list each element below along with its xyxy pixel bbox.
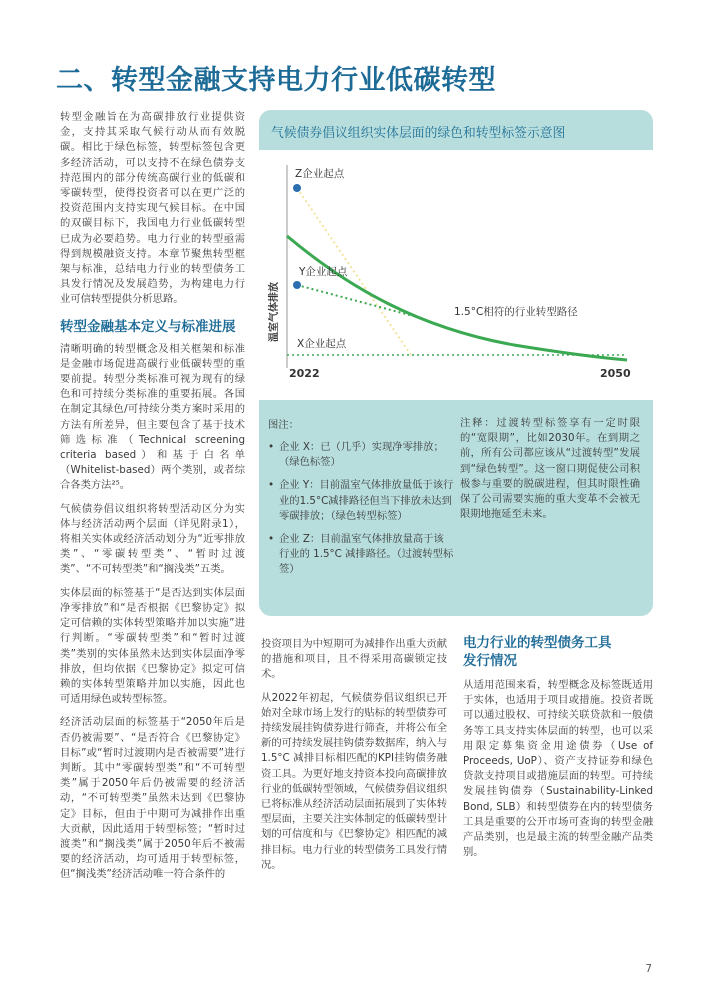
middle-column — [261, 637, 447, 873]
z-start-dot — [293, 184, 301, 192]
pathway-label: 1.5°C相符的行业转型路径 — [454, 306, 578, 318]
legend-item-z: • 企业 Z：目前温室气体排放量高于该行业的 1.5°C 减排路径。（过渡转型标签） — [268, 532, 454, 578]
section-heading-debt-instruments: 电力行业的转型债务工具发行情况 — [463, 635, 612, 669]
figure-title: 气候债券倡议组织实体层面的绿色和转型标签示意图 — [271, 126, 566, 141]
mid-paragraph-1: 投资项目为中短期可为减排作出重大贡献的措施和项目，且不得采用高碳锁定技术。 — [261, 638, 447, 681]
figure-legend — [268, 416, 454, 586]
page-title: 二、转型金融支持电力行业低碳转型 — [56, 65, 496, 96]
legend-heading: 图注： — [268, 419, 299, 431]
page-number: 7 — [645, 963, 652, 975]
z-start-label: Z企业起点 — [295, 168, 345, 180]
figure-note: 注释：过渡转型标签享有一定时限的“宽限期”，比如2030年。在到期之前，所有公司都应该从“过渡转型”发展到“绿色转型”。这一窗口期促使公司积极参与重要的脱碳进程，但其时限性确保了公司需要实施的重大变革不会被无限期地拖延至未来。 — [460, 417, 640, 521]
y-axis-label: 温室气体排放 — [269, 282, 280, 342]
y-start-dot — [293, 281, 301, 289]
entity-level-paragraph: 实体层面的标签基于“是否达到实体层面净零排放”和“是否根据《巴黎协定》拟定可信赖的实体转型策略并加以实施”进行判断。“零碳转型类”和“暂时过渡类”类别的实体虽然未达到实体层面净零排放，但均依据《巴黎协定》拟定可信赖的实体转型策略并加以实施，因此也可适用绿色或转型标签。 — [60, 586, 245, 706]
left-column — [60, 110, 245, 883]
x-axis-end-label: 2050 — [600, 367, 631, 380]
x-axis-start-label: 2022 — [289, 367, 320, 380]
x-start-label: X企业起点 — [297, 338, 347, 350]
activity-level-paragraph: 经济活动层面的标签基于“2050年后是否仍被需要”、“是否符合《巴黎协定》目标”或“暂时过渡期内是否被需要”进行判断。其中“零碳转型类”和“不可转型类”属于2050年后仍被需要的经济活动，“不可转型类”虽然未达到《巴黎协定》目标，但由于中期可为减排作出重大贡献，因此适用于转型标签；“暂时过渡类”和“搁浅类”属于2050年后不被需要的经济活动，均可适用于转型标签，但“搁浅类”经济活动唯一符合条件的 — [60, 716, 245, 881]
section-heading-definition: 转型金融基本定义与标准进展 — [60, 318, 236, 335]
legend-item-x: • 企业 X：已（几乎）实现净零排放；（绿色标签） — [268, 440, 454, 470]
transition-pathway-diagram — [259, 110, 653, 400]
mid-paragraph-2: 从2022年初起，气候债券倡议组织已开始对全球市场上发行的贴标的转型债券可持续发展挂钩债券进行筛查，并将公布全新的可持续发展挂钩债券数据库，纳入与 1.5°C 减排目标相匹配的KPI挂钩债务融资工具。为更好地支持资本投向高碳排放行业的低碳转型领域，气候债券倡议组织已将标准从经济活动层面拓展到了实体转型层面，主要关注实体制定的低碳转型计划的可信度和与《巴黎协定》相匹配的减排目标。电力行业的转型债务工具发行情况。 — [261, 691, 447, 871]
intro-paragraph: 转型金融旨在为高碳排放行业提供资金，支持其采取气候行动从而有效脱碳。相比于绿色标签，转型标签包含更多经济活动，可以支持不在绿色债券支持范围内的部分传统高碳行业的低碳和零碳转型，使得投资者可以在更广泛的投资范围内支持实现气候目标。在中国的双碳目标下，我国电力行业低碳转型已成为必要趋势。电力行业的转型亟需得到规模融资支持。本章节聚焦转型框架与标准，总结电力行业的转型债务工具发行情况及发展趋势，为构建电力行业可信转型提供分析思路。 — [60, 111, 245, 306]
right-column — [463, 634, 653, 860]
classification-paragraph: 气候债券倡议组织将转型活动区分为实体与经济活动两个层面（详见附录1），将相关实体或经济活动划分为“近零排放类”、“零碳转型类”、“暂时过渡类”、“不可转型类”和“搁浅类”五类。 — [60, 502, 245, 576]
right-paragraph-1: 从适用范围来看，转型概念及标签既适用于实体，也适用于项目或措施。投资者既可以通过股权、可持续关联贷款和一般债务等工具支持实体层面的转型，也可以采用限定募集资金用途债券（Use of Proceeds, UoP）、资产支持证券和绿色贷款支持项目或措施层面的转型。可持续发展挂钩债券（Sustainability-Linked Bond, SLB）和转型债券在内的转型债务工具是重要的公开市场可查询的转型金融产品类别，也是最主流的转型金融产品类别。 — [463, 679, 653, 859]
legend-list — [268, 440, 454, 578]
standards-paragraph: 清晰明确的转型概念及相关框架和标准是金融市场促进高碳行业低碳转型的重要前提。转型分类标准可视为现有的绿色和可持续分类标准的重要拓展。各国在制定其绿色/可持续分类方案时采用的方法有所差异，但主要包含了基于技术筛选标准（Technical screening criteria based）和基于白名单（Whitelist-based）两个类别，或者综合各类方法²⁵。 — [60, 342, 245, 492]
legend-item-y: • 企业 Y：目前温室气体排放量低于该行业的1.5°C减排路径但当下排放未达到零碳排放；（绿色转型标签） — [268, 478, 454, 524]
y-start-label: Y企业起点 — [299, 266, 348, 278]
